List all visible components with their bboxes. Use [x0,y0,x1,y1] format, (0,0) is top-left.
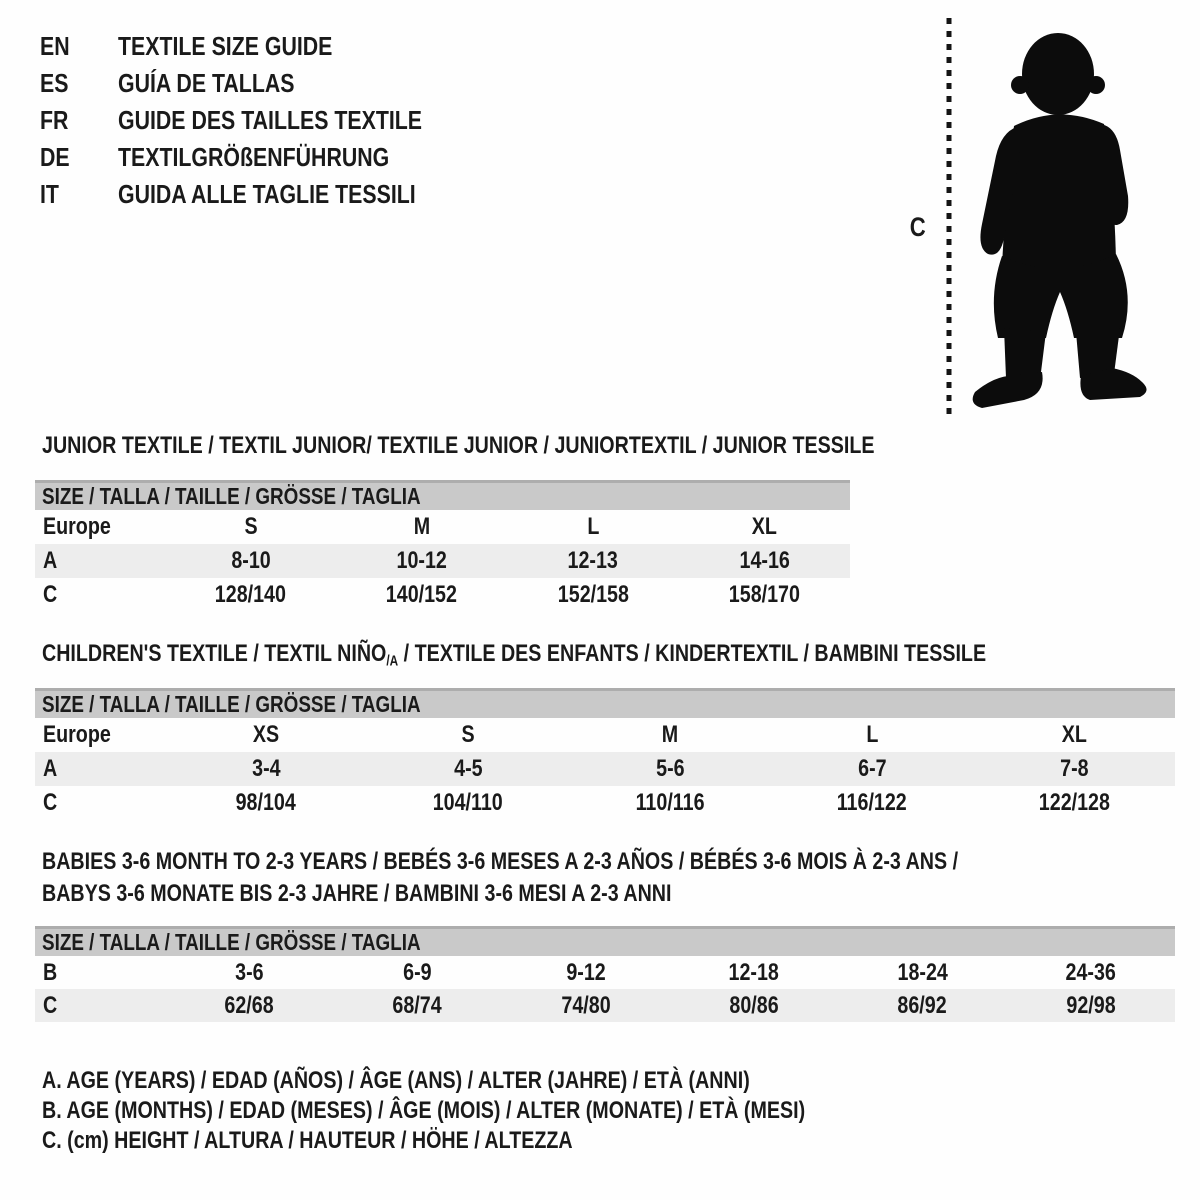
value-cell: L [587,513,600,540]
value-cell: 140/152 [386,581,458,608]
babies-table-body [35,956,1175,1022]
value-cell: S [244,513,258,540]
value-cell: 7-8 [1059,755,1089,782]
value-cell: M [413,513,431,540]
legend-line-b: B. AGE (MONTHS) / EDAD (MESES) / ÂGE (MOIS) / ALTER (MONATE) / ETÀ (MESI) [42,1097,806,1124]
value-cell: 74/80 [561,991,611,1019]
value-cell: 18-24 [897,958,948,986]
children-table-header-bar: SIZE / TALLA / TAILLE / GRÖSSE / TAGLIA [35,688,1175,718]
guide-title-it: GUIDA ALLE TAGLIE TESSILI [118,179,416,209]
children-title-subscript: /A [386,653,399,670]
lang-row-de [40,139,489,176]
value-cell: 10-12 [396,547,448,574]
guide-title-es: GUÍA DE TALLAS [118,68,295,98]
value-cell: 5-6 [655,755,685,782]
row-label-cell: C [43,789,58,816]
babies-table [35,926,1175,1022]
table-row [35,786,1175,820]
table-row [35,578,850,612]
value-cell: 116/122 [836,789,908,816]
table-row [35,510,850,544]
value-cell: XL [751,513,777,540]
row-label-cell: A [43,547,58,574]
value-cell: 6-7 [857,755,887,782]
value-cell: 86/92 [897,991,948,1019]
value-cell: XL [1061,721,1087,748]
junior-table-body [35,510,850,612]
figure-wrap [938,16,1153,426]
lang-row-it [40,176,489,213]
babies-table-header-bar: SIZE / TALLA / TAILLE / GRÖSSE / TAGLIA [35,926,1175,956]
legend-line-a: A. AGE (YEARS) / EDAD (AÑOS) / ÂGE (ANS) / ALTER (JAHRE) / ETÀ (ANNI) [42,1067,750,1094]
value-cell: 68/74 [392,991,443,1019]
value-cell: 8-10 [230,547,271,574]
junior-section-title: JUNIOR TEXTILE / TEXTIL JUNIOR/ TEXTILE JUNIOR / JUNIORTEXTIL / JUNIOR TESSILE [42,432,875,459]
lang-code: FR [40,105,69,135]
value-cell: 24-36 [1065,958,1116,986]
row-label-cell: C [43,991,58,1019]
value-cell: 110/116 [635,789,705,816]
table-row [35,752,1175,786]
value-cell: 104/110 [432,789,504,816]
guide-title-en: TEXTILE SIZE GUIDE [118,31,333,61]
value-cell: 80/86 [729,991,779,1019]
table-row [35,718,1175,752]
language-title-block [40,28,489,213]
value-cell: 6-9 [403,958,432,986]
row-label-cell: Europe [43,513,111,540]
guide-title-de: TEXTILGRÖßENFÜHRUNG [118,142,390,172]
legend-line-c: C. (cm) HEIGHT / ALTURA / HAUTEUR / HÖHE / ALTEZZA [42,1127,573,1154]
value-cell: 128/140 [215,581,287,608]
row-label-cell: Europe [43,721,111,748]
value-cell: 12-18 [728,958,780,986]
table-row [35,989,1175,1022]
value-cell: 158/170 [728,581,800,608]
row-label-cell: B [43,958,58,986]
lang-code: IT [40,179,59,209]
children-table [35,688,1175,820]
lang-row-en [40,28,489,65]
value-cell: 12-13 [567,547,619,574]
legend [42,1066,973,1156]
table-row [35,956,1175,989]
value-cell: M [661,721,679,748]
table-row [35,544,850,578]
babies-section-title-line2: BABYS 3-6 MONATE BIS 2-3 JAHRE / BAMBINI 3-6 MESI A 2-3 ANNI [42,880,672,907]
children-title-part1: CHILDREN'S TEXTILE / TEXTIL NIÑO [42,640,387,667]
value-cell: 92/98 [1066,991,1116,1019]
value-cell: 3-6 [234,958,264,986]
children-title-part2: / TEXTILE DES ENFANTS / KINDERTEXTIL / BAMBINI TESSILE [398,640,987,667]
value-cell: S [461,721,475,748]
size-table [35,956,1175,1022]
height-measure-label: C [909,212,926,242]
lang-code: EN [40,31,70,61]
value-cell: 122/128 [1038,789,1110,816]
value-cell: 9-12 [566,958,606,986]
toddler-silhouette-icon [938,16,1153,426]
value-cell: 3-4 [251,755,281,782]
size-table [35,718,1175,820]
value-cell: 14-16 [739,547,790,574]
lang-row-es [40,65,489,102]
value-cell: 98/104 [235,789,297,816]
lang-code: DE [40,142,70,172]
value-cell: 62/68 [224,991,274,1019]
value-cell: 4-5 [453,755,483,782]
size-table [35,510,850,612]
babies-section-title-line1: BABIES 3-6 MONTH TO 2-3 YEARS / BEBÉS 3-6 MESES A 2-3 AÑOS / BÉBÉS 3-6 MOIS À 2-3 ANS / [42,848,959,875]
value-cell: XS [252,721,280,748]
junior-table-header-bar: SIZE / TALLA / TAILLE / GRÖSSE / TAGLIA [35,480,850,510]
guide-title-fr: GUIDE DES TAILLES TEXTILE [118,105,423,135]
lang-code: ES [40,68,69,98]
lang-row-fr [40,102,489,139]
row-label-cell: C [43,581,58,608]
value-cell: 152/158 [557,581,629,608]
children-section-title [42,640,1193,675]
children-table-body [35,718,1175,820]
value-cell: L [865,721,879,748]
row-label-cell: A [43,755,58,782]
junior-table [35,480,850,612]
